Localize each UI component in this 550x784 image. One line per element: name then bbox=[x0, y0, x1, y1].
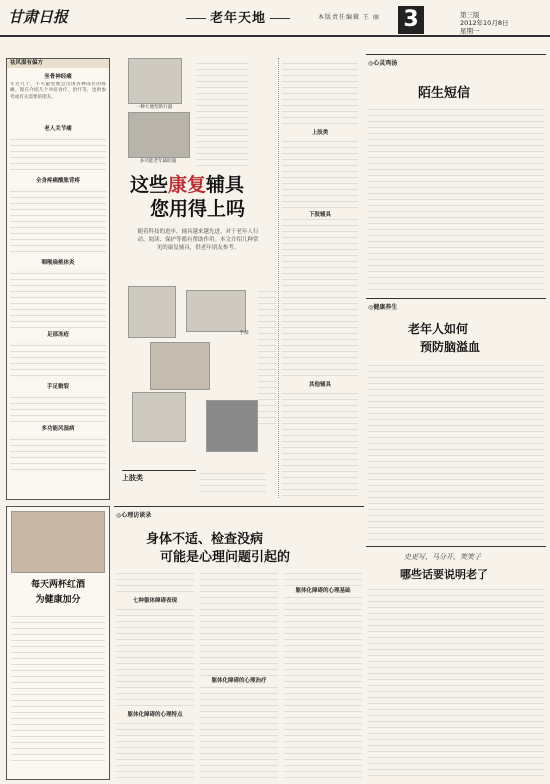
right-top-section: ◎心灵鸡汤 bbox=[368, 60, 398, 67]
feature-title-highlight: 康复 bbox=[168, 174, 207, 196]
left-subhead: 咽喉扁桃体炎 bbox=[41, 260, 75, 266]
psych-col3-filler bbox=[284, 568, 362, 778]
masthead-rule bbox=[0, 35, 550, 37]
feature-bottom-filler bbox=[200, 468, 266, 494]
photo-caption: 一种大便型助行器 bbox=[135, 105, 173, 110]
right-bottom-body-filler bbox=[368, 584, 544, 778]
psych-subhead: 躯体化障碍的心理治疗 bbox=[200, 676, 278, 684]
center-right-subhead: 其他辅具 bbox=[282, 380, 358, 388]
page-label: 第三版 bbox=[460, 11, 480, 19]
psych-title-line1: 身体不适、检查没病 bbox=[146, 532, 264, 547]
newspaper-brand: 甘肃日报 bbox=[8, 8, 69, 26]
right-top-body-filler bbox=[368, 104, 544, 290]
masthead bbox=[0, 0, 550, 44]
center-right-subhead: 上肢类 bbox=[282, 128, 358, 136]
wine-article-box bbox=[6, 506, 110, 780]
walker-product-photo bbox=[128, 286, 176, 338]
center-right-subhead: 下肢辅具 bbox=[282, 210, 358, 218]
right-middle-body-filler bbox=[368, 360, 544, 540]
left-subhead: 全身疼痛酸胀背疼 bbox=[35, 178, 80, 184]
page-number: 3 bbox=[398, 6, 424, 34]
left-body: 年过九十，不可避免地会出现各种部位的疼痛。现在介绍几个对症食疗、治疗等，也供参考或有关需要的朋友。 bbox=[10, 82, 106, 100]
left-subhead: 手足皲裂 bbox=[46, 384, 69, 390]
feature-intro: 随着科技的进步，辅具越来越先进。对于老年人行动、阅读、保护等都有帮助作用。本文介绍几种常见的康复辅具，供老年朋友参考。 bbox=[137, 229, 259, 251]
left-subhead: 足部冻疮 bbox=[46, 332, 69, 338]
device-photo bbox=[150, 342, 210, 390]
right-bottom-kicker: 史更写，马分开，笑笑子 bbox=[404, 553, 481, 561]
left-body-filler bbox=[10, 434, 106, 474]
walker-photo bbox=[128, 58, 182, 104]
feature-title-line1: 这些康复辅具 bbox=[130, 174, 245, 196]
wine-title-line1: 每天两杯红酒 bbox=[30, 580, 85, 590]
psych-subhead: 七种躯体障碍表现 bbox=[116, 596, 194, 604]
left-column-header: 祛风湿有偏方 bbox=[7, 59, 109, 68]
left-subhead: 坐骨神经痛 bbox=[44, 74, 72, 80]
left-body-filler bbox=[10, 392, 106, 422]
left-subhead: 老人关节痛 bbox=[44, 126, 72, 132]
right-middle-title-line1: 老年人如何 bbox=[408, 322, 469, 336]
right-middle-rule bbox=[366, 298, 546, 299]
psych-section: ◎心理访谈录 bbox=[116, 512, 152, 519]
issue-info bbox=[460, 11, 508, 35]
psych-subhead: 躯体化障碍的心理基础 bbox=[284, 586, 362, 594]
left-body-filler bbox=[10, 186, 106, 256]
issue-weekday: 星期一 bbox=[460, 27, 480, 35]
aid-photo bbox=[128, 112, 190, 158]
wine-photo bbox=[11, 511, 105, 573]
feature-bottom-subhead: 上肢类 bbox=[122, 470, 196, 483]
column-divider bbox=[278, 58, 279, 498]
right-middle-section: ◎健康养生 bbox=[368, 304, 398, 311]
kit-photo bbox=[186, 290, 246, 332]
left-column-box bbox=[6, 58, 110, 500]
center-right-body-filler bbox=[282, 58, 358, 498]
editor-credit: 本版责任编辑 王 丽 bbox=[318, 14, 380, 21]
left-body-filler bbox=[10, 340, 106, 380]
left-body-filler bbox=[10, 268, 106, 328]
right-top-title: 陌生短信 bbox=[418, 86, 471, 101]
feature-title-line2: 您用得上吗 bbox=[150, 198, 246, 220]
support-photo bbox=[132, 392, 186, 442]
psych-title-line2: 可能是心理问题引起的 bbox=[160, 550, 291, 565]
feature-narrow-filler bbox=[258, 286, 276, 426]
feature-body-filler bbox=[196, 58, 248, 168]
psych-rule bbox=[114, 506, 364, 507]
right-top-rule bbox=[366, 54, 546, 55]
photo-caption: 多功能老年辅助器 bbox=[139, 159, 177, 164]
left-subhead: 多功能风湿病 bbox=[41, 426, 75, 432]
wine-title-line2: 为健康加分 bbox=[35, 595, 81, 605]
photo-caption: 手部 bbox=[239, 331, 249, 336]
psych-subhead: 躯体化障碍的心理特点 bbox=[116, 710, 194, 718]
issue-date: 2012年10月8日 bbox=[460, 19, 509, 27]
left-body-filler bbox=[10, 134, 106, 174]
right-middle-title-line2: 预防脑溢血 bbox=[420, 340, 481, 354]
right-bottom-rule bbox=[366, 546, 546, 547]
psych-col2-filler bbox=[200, 568, 278, 778]
commode-chair-photo bbox=[206, 400, 258, 452]
wine-body-filler bbox=[11, 611, 105, 761]
right-bottom-title: 哪些话要说明老了 bbox=[400, 568, 488, 581]
section-title: 老年天地 bbox=[182, 7, 294, 26]
